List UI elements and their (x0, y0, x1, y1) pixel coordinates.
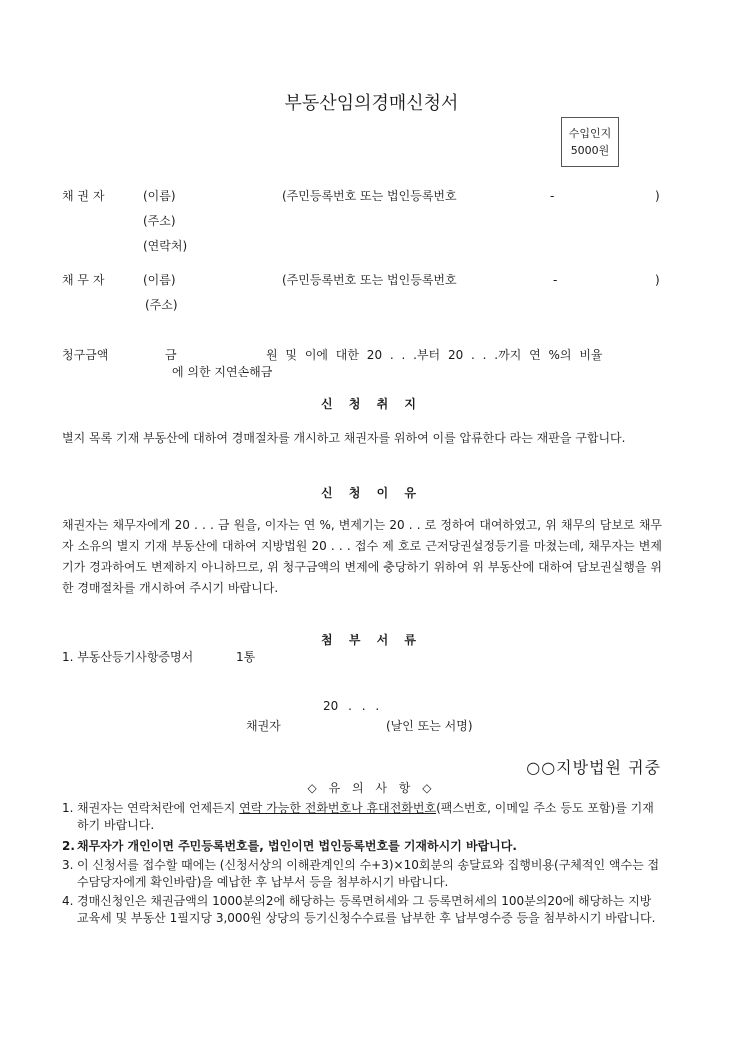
debtor-name-label: (이름) (143, 273, 176, 287)
note-text: 채무자가 개인이면 주민등록번호를, 법인이면 법인등록번호를 기재하시기 바랍니다. (77, 839, 517, 853)
creditor-address-label: (주소) (143, 214, 176, 228)
claim-label: 청구금액 (62, 348, 109, 362)
creditor-id-label: (주민등록번호 또는 법인등록번호 (282, 189, 457, 203)
debtor-label: 채 무 자 (62, 273, 105, 287)
note-number: 4. (62, 894, 74, 908)
note-underlined-text: 연락 가능한 전화번호나 휴대전화번호 (239, 801, 437, 815)
claim-amount-prefix: 금 (165, 348, 177, 362)
note-item-1 (62, 800, 662, 834)
claim-line-1: 원 및 이에 대한 20 . . .부터 20 . . .까지 연 %의 비율 (266, 348, 603, 362)
note-number: 1. (62, 801, 74, 815)
signature-seal: (날인 또는 서명) (386, 719, 473, 733)
stamp-label: 수입인지 (568, 127, 612, 140)
attachments-heading: 첨 부 서 류 (321, 633, 422, 647)
revenue-stamp-box (561, 117, 619, 167)
creditor-id-close: ) (655, 189, 660, 203)
creditor-name-label: (이름) (143, 189, 176, 203)
claim-line-2: 에 의한 지연손해금 (172, 365, 273, 379)
reason-heading: 신 청 이 유 (321, 486, 422, 500)
note-item-4 (62, 893, 662, 927)
note-number: 2. (62, 839, 75, 853)
court-addressee: ○○지방법원 귀중 (526, 758, 661, 777)
note-text: 이 신청서를 접수할 때에는 (신청서상의 이해관계인의 수+3)×10회분의 송달료와 집행비용(구체적인 액수는 접수담당자에게 확인바람)을 예납한 후 납부서 등을 첨부하시기 바랍니다. (77, 858, 660, 889)
purpose-heading: 신 청 취 지 (321, 397, 422, 411)
stamp-amount: 5000원 (570, 144, 610, 157)
filing-date: 20 . . . (323, 699, 380, 713)
note-item-2 (62, 838, 662, 855)
debtor-id-label: (주민등록번호 또는 법인등록번호 (282, 273, 457, 287)
creditor-id-dash: - (550, 189, 555, 203)
reason-text: 채권자는 채무자에게 20 . . . 금 원을, 이자는 연 %, 변제기는 20 . . 로 정하여 대여하였고, 위 채무의 담보로 채무자 소유의 별지 기재 부동산에 대하여 지방법원 20 . . . 접수 제 호로 근저당권설정등기를 마쳤는데, 채무자는 변제기가 경과하여도 변제하지 아니하므로, 위 청구금액의 변제에 충당하기 위하여 위 부동산에 대하여 담보권실행을 위한 경매절차를 개시하여 주시기 바랍니다. (62, 518, 662, 595)
creditor-contact-label: (연락처) (143, 239, 188, 253)
note-text: 경매신청인은 채권금액의 1000분의2에 해당하는 등록면허세와 그 등록면허세의 100분의20에 해당하는 지방교육세 및 부동산 1필지당 3,000원 상당의 등기신청수수료를 납부한 후 납부영수증 등을 첨부하시기 바랍니다. (77, 894, 656, 925)
purpose-text: 별지 목록 기재 부동산에 대하여 경매절차를 개시하고 채권자를 위하여 이를 압류한다 라는 재판을 구합니다. (62, 431, 626, 445)
note-item-3 (62, 857, 662, 891)
attachment-count: 1통 (236, 650, 256, 664)
debtor-id-close: ) (655, 273, 660, 287)
creditor-label: 채 권 자 (62, 189, 105, 203)
note-number: 3. (62, 858, 74, 872)
debtor-address-label: (주소) (145, 298, 178, 312)
note-text: (팩스번호, 이메일 주소 등도 포함)를 기재하기 바랍니다. (77, 801, 654, 832)
document-title: 부동산임의경매신청서 (284, 93, 459, 114)
debtor-id-dash: - (553, 273, 558, 287)
signature-label: 채권자 (246, 719, 281, 733)
attachment-item: 1. 부동산등기사항증명서 (62, 650, 194, 664)
note-text: 채권자는 연락처란에 언제든지 (77, 801, 240, 815)
notes-title: ◇ 유 의 사 항 ◇ (307, 781, 436, 795)
